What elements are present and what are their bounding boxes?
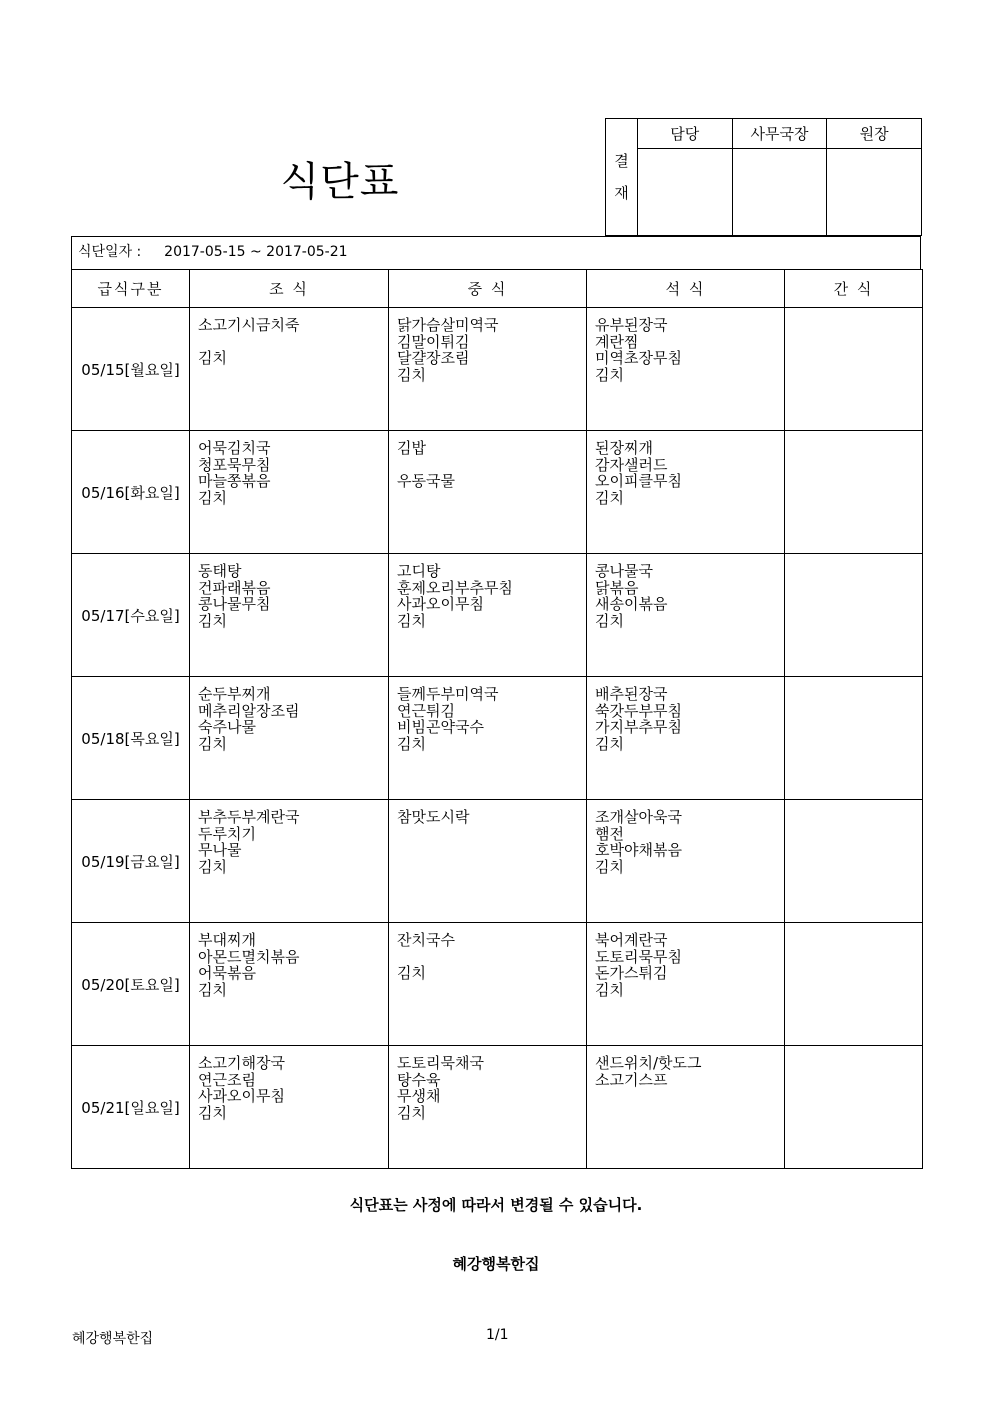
menu-item: 김밥 xyxy=(397,439,426,457)
menu-item: 호박야채볶음 xyxy=(595,841,682,859)
menu-item: 김치 xyxy=(198,488,227,507)
notice-text: 식단표는 사정에 따라서 변경될 수 있습니다. xyxy=(349,1196,643,1214)
breakfast-cell xyxy=(190,431,389,554)
menu-item: 아몬드멸치볶음 xyxy=(198,947,300,966)
lunch-cell xyxy=(389,554,587,677)
menu-item: 잔치국수 xyxy=(397,931,455,949)
column-header: 간 식 xyxy=(785,270,923,308)
menu-item: 김치 xyxy=(397,365,426,384)
menu-item: 건파래볶음 xyxy=(198,578,271,597)
menu-item: 우동국물 xyxy=(397,472,455,490)
menu-day-row xyxy=(72,677,923,800)
menu-item: 조개살아욱국 xyxy=(595,808,682,826)
menu-item: 순두부찌개 xyxy=(198,685,271,703)
menu-item: 사과오이무침 xyxy=(198,1087,285,1105)
lunch-cell xyxy=(389,677,587,800)
snack-cell xyxy=(785,677,923,800)
menu-item: 부대찌개 xyxy=(198,931,256,949)
breakfast-cell xyxy=(190,554,389,677)
menu-item: 김치 xyxy=(595,611,624,630)
menu-item: 김치 xyxy=(198,611,227,630)
menu-item: 훈제오리부추무침 xyxy=(397,578,513,597)
menu-item: 김치 xyxy=(595,857,624,876)
column-header: 급식구분 xyxy=(72,270,190,308)
menu-item: 유부된장국 xyxy=(595,316,668,334)
day-date-cell: 05/18[목요일] xyxy=(72,677,190,800)
menu-item xyxy=(198,334,388,351)
approval-label-char: 결 xyxy=(614,152,629,170)
breakfast-cell xyxy=(190,923,389,1046)
menu-item: 된장찌개 xyxy=(595,439,653,457)
approval-label-char: 재 xyxy=(614,184,629,202)
menu-item: 연근튀김 xyxy=(397,701,455,720)
footer-organization: 혜강행복한집 xyxy=(72,1331,154,1347)
menu-item: 탕수육 xyxy=(397,1070,441,1089)
snack-cell xyxy=(785,308,923,431)
menu-item: 김치 xyxy=(198,857,227,876)
menu-item: 메추리알장조림 xyxy=(198,701,300,720)
menu-item: 도토리묵무침 xyxy=(595,947,682,966)
menu-item: 김치 xyxy=(595,980,624,999)
menu-item: 청포묵무침 xyxy=(198,455,271,474)
dinner-cell xyxy=(587,923,785,1046)
menu-item xyxy=(397,949,586,966)
organization-name: 혜강행복한집 xyxy=(452,1255,540,1273)
approval-sign-secretary xyxy=(732,149,827,236)
menu-item: 새송이볶음 xyxy=(595,595,668,613)
approval-box xyxy=(605,118,922,236)
menu-item: 닭가슴살미역국 xyxy=(397,316,499,334)
menu-item: 소고기시금치죽 xyxy=(198,316,300,334)
menu-item: 고디탕 xyxy=(397,562,441,580)
menu-item: 닭볶음 xyxy=(595,578,639,597)
column-header: 중 식 xyxy=(389,270,587,308)
menu-item: 김치 xyxy=(198,349,227,367)
dinner-cell xyxy=(587,554,785,677)
breakfast-cell xyxy=(190,800,389,923)
approval-role-director: 원장 xyxy=(827,119,922,149)
menu-item: 들께두부미역국 xyxy=(397,685,499,703)
menu-item: 숙주나물 xyxy=(198,718,256,736)
menu-item: 사과오이무침 xyxy=(397,595,484,613)
menu-header-row xyxy=(72,270,923,308)
dinner-cell xyxy=(587,431,785,554)
lunch-cell xyxy=(389,308,587,431)
breakfast-cell xyxy=(190,1046,389,1169)
dinner-cell xyxy=(587,308,785,431)
day-date-cell: 05/19[금요일] xyxy=(72,800,190,923)
menu-item: 김치 xyxy=(397,1103,426,1122)
menu-day-row xyxy=(72,554,923,677)
lunch-cell xyxy=(389,431,587,554)
approval-label xyxy=(606,119,638,236)
snack-cell xyxy=(785,800,923,923)
snack-cell xyxy=(785,554,923,677)
column-header: 석 식 xyxy=(587,270,785,308)
day-date-cell: 05/17[수요일] xyxy=(72,554,190,677)
menu-item: 김치 xyxy=(595,365,624,384)
menu-item: 비빔곤약국수 xyxy=(397,718,484,736)
approval-role-staff: 담당 xyxy=(637,119,732,149)
menu-item: 김치 xyxy=(198,980,227,999)
menu-item: 김치 xyxy=(595,734,624,753)
page-title: 식단표 xyxy=(280,159,400,205)
menu-item: 김치 xyxy=(397,964,426,982)
approval-sign-director xyxy=(827,149,922,236)
date-range-row xyxy=(71,236,921,269)
menu-item: 햄전 xyxy=(595,824,624,843)
menu-item: 콩나물무침 xyxy=(198,595,271,613)
menu-item: 어묵김치국 xyxy=(198,439,271,457)
day-date-cell: 05/20[토요일] xyxy=(72,923,190,1046)
menu-item: 김말이튀김 xyxy=(397,332,470,351)
lunch-cell xyxy=(389,1046,587,1169)
menu-item: 마늘쫑볶음 xyxy=(198,472,271,490)
menu-item: 오이피클무침 xyxy=(595,472,682,490)
dinner-cell xyxy=(587,800,785,923)
menu-table xyxy=(71,269,923,1169)
lunch-cell xyxy=(389,923,587,1046)
menu-item: 감자샐러드 xyxy=(595,455,668,474)
menu-item: 김치 xyxy=(397,734,426,753)
menu-item: 무생채 xyxy=(397,1087,441,1105)
menu-day-row xyxy=(72,1046,923,1169)
snack-cell xyxy=(785,923,923,1046)
column-header: 조 식 xyxy=(190,270,389,308)
menu-item: 어묵볶음 xyxy=(198,964,256,982)
day-date-cell: 05/16[화요일] xyxy=(72,431,190,554)
menu-item: 무나물 xyxy=(198,841,242,859)
dinner-cell xyxy=(587,1046,785,1169)
menu-day-row xyxy=(72,923,923,1046)
menu-item: 부추두부계란국 xyxy=(198,808,300,826)
menu-day-row xyxy=(72,431,923,554)
approval-role-secretary: 사무국장 xyxy=(732,119,827,149)
menu-item: 도토리묵채국 xyxy=(397,1054,484,1072)
snack-cell xyxy=(785,431,923,554)
breakfast-cell xyxy=(190,308,389,431)
menu-item: 미역초장무침 xyxy=(595,349,682,367)
footer-page-number: 1/1 xyxy=(486,1327,509,1343)
menu-item: 동태탕 xyxy=(198,562,242,580)
breakfast-cell xyxy=(190,677,389,800)
menu-item: 참맛도시락 xyxy=(397,808,470,826)
menu-item: 계란찜 xyxy=(595,332,639,351)
menu-item: 김치 xyxy=(397,611,426,630)
menu-item: 콩나물국 xyxy=(595,562,653,580)
menu-item: 연근조림 xyxy=(198,1070,256,1089)
day-date-cell: 05/21[일요일] xyxy=(72,1046,190,1169)
menu-item: 김치 xyxy=(198,1103,227,1122)
menu-item: 달걀장조림 xyxy=(397,349,470,367)
menu-item: 가지부추무침 xyxy=(595,718,682,736)
menu-item: 김치 xyxy=(595,488,624,507)
date-range-label: 식단일자 : xyxy=(78,244,142,260)
menu-item: 소고기스프 xyxy=(595,1070,668,1089)
menu-item: 북어계란국 xyxy=(595,931,668,949)
menu-item: 쑥갓두부무침 xyxy=(595,701,682,720)
menu-item xyxy=(397,457,586,474)
menu-item: 샌드위치/핫도그 xyxy=(595,1054,702,1072)
snack-cell xyxy=(785,1046,923,1169)
day-date-cell: 05/15[월요일] xyxy=(72,308,190,431)
menu-item: 김치 xyxy=(198,734,227,753)
menu-item: 돈가스튀김 xyxy=(595,964,668,982)
menu-item: 배추된장국 xyxy=(595,685,668,703)
menu-day-row xyxy=(72,800,923,923)
approval-sign-staff xyxy=(637,149,732,236)
menu-item: 소고기해장국 xyxy=(198,1054,285,1072)
menu-item: 두루치기 xyxy=(198,824,256,843)
lunch-cell xyxy=(389,800,587,923)
dinner-cell xyxy=(587,677,785,800)
menu-day-row xyxy=(72,308,923,431)
date-range-value: 2017-05-15 ~ 2017-05-21 xyxy=(164,244,348,260)
